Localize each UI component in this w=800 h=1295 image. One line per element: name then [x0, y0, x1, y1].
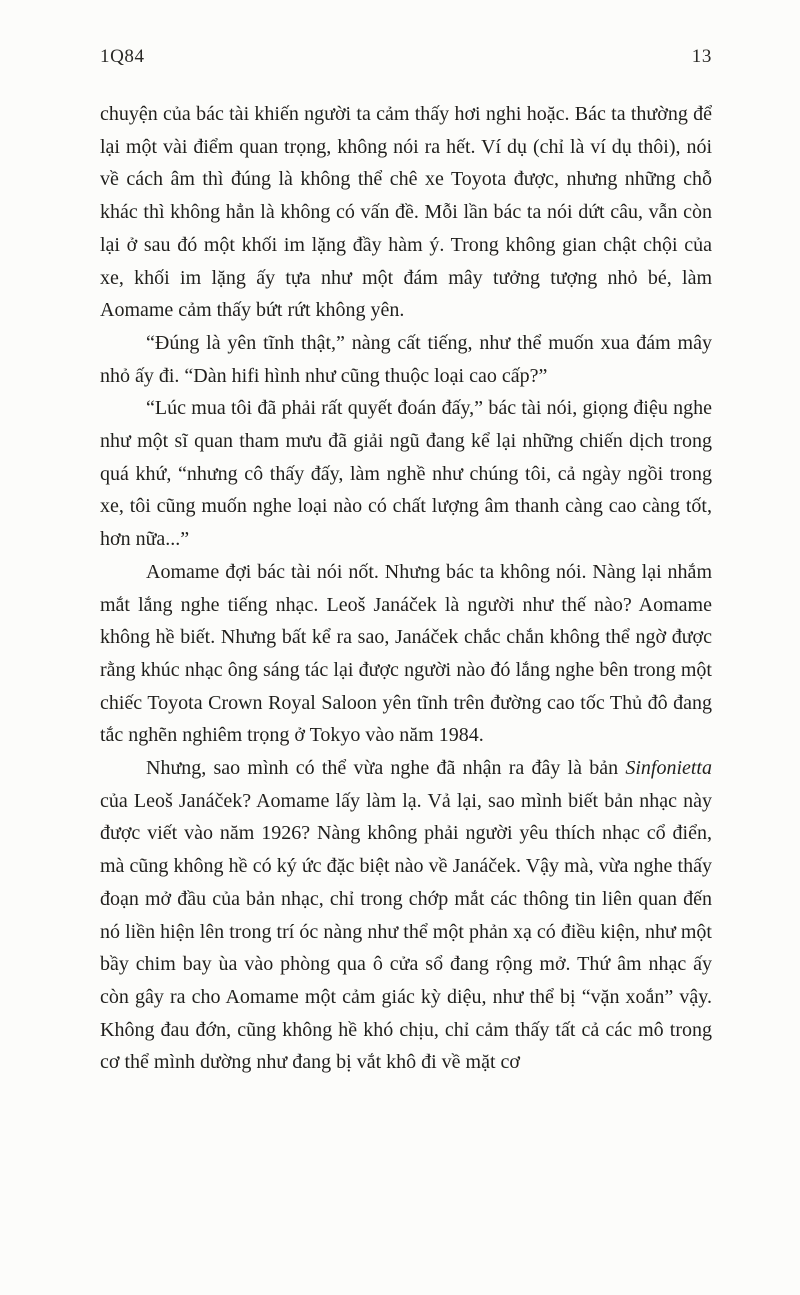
page-header: [100, 46, 712, 68]
page-body-text: [100, 98, 712, 1079]
page-number: 13: [691, 46, 712, 67]
paragraph-narration: Aomame đợi bác tài nói nốt. Nhưng bác ta không nói. Nàng lại nhắm mắt lắng nghe tiếng nhạc. Leoš Janáček là người như thế nào? Aomame không hề biết. Nhưng bất kể ra sao, Janáček chắc chắn không thể ngờ được rằng khúc nhạc ông sáng tác lại được người nào đó lắng nghe bên trong một chiếc Toyota Crown Royal Saloon yên tĩnh trên đường cao tốc Thủ đô đang tắc nghẽn nghiêm trọng ở Tokyo vào năm 1984.: [100, 560, 712, 747]
paragraph-dialogue-1: “Đúng là yên tĩnh thật,” nàng cất tiếng, như thể muốn xua đám mây nhỏ ấy đi. “Dàn hifi hình như cũng thuộc loại cao cấp?”: [100, 331, 712, 387]
paragraph-segment: của Leoš Janáček? Aomame lấy làm lạ. Vả lại, sao mình biết bản nhạc này được viết vào năm 1926? Nàng không phải người yêu thích nhạc cổ điển, mà cũng không hề có ký ức đặc biệt nào về Janáček. Vậy mà, vừa nghe thấy đoạn mở đầu của bản nhạc, chỉ trong chớp mắt các thông tin liên quan đến nó liền hiện lên trong trí óc nàng như thể một phản xạ có điều kiện, như một bầy chim bay ùa vào phòng qua ô cửa sổ đang rộng mở. Thứ âm nhạc ấy còn gây ra cho Aomame một cảm giác kỳ diệu, như thể bị “vặn xoắn” vậy. Không đau đớn, cũng không hề khó chịu, chỉ cảm thấy tất cả các mô trong cơ thể mình dường như đang bị vắt khô đi về mặt cơ: [100, 789, 712, 1074]
paragraph-dialogue-2: “Lúc mua tôi đã phải rất quyết đoán đấy,” bác tài nói, giọng điệu nghe như một sĩ quan tham mưu đã giải ngũ đang kể lại những chiến dịch trong quá khứ, “nhưng cô thấy đấy, làm nghề như chúng tôi, cả ngày ngồi trong xe, tôi cũng muốn nghe loại nào có chất lượng âm thanh càng cao càng tốt, hơn nữa...”: [100, 397, 712, 551]
paragraph-reflection: [100, 752, 712, 1079]
paragraph-continuation: chuyện của bác tài khiến người ta cảm thấy hơi nghi hoặc. Bác ta thường để lại một vài điểm quan trọng, không nói ra hết. Ví dụ (chỉ là ví dụ thôi), nói về cách âm thì đúng là không thể chê xe Toyota được, nhưng những chỗ khác thì không hẳn là không có vấn đề. Mỗi lần bác ta nói dứt câu, vẫn còn lại ở sau đó một khối im lặng đầy hàm ý. Trong không gian chật chội của xe, khối im lặng ấy tựa như một đám mây tưởng tượng nhỏ bé, làm Aomame cảm thấy bứt rứt không yên.: [100, 103, 712, 322]
running-head-book-title: 1Q84: [100, 46, 145, 67]
work-title-italic: Sinfonietta: [625, 757, 712, 780]
paragraph-segment: Nhưng, sao mình có thể vừa nghe đã nhận ra đây là bản: [146, 757, 626, 780]
